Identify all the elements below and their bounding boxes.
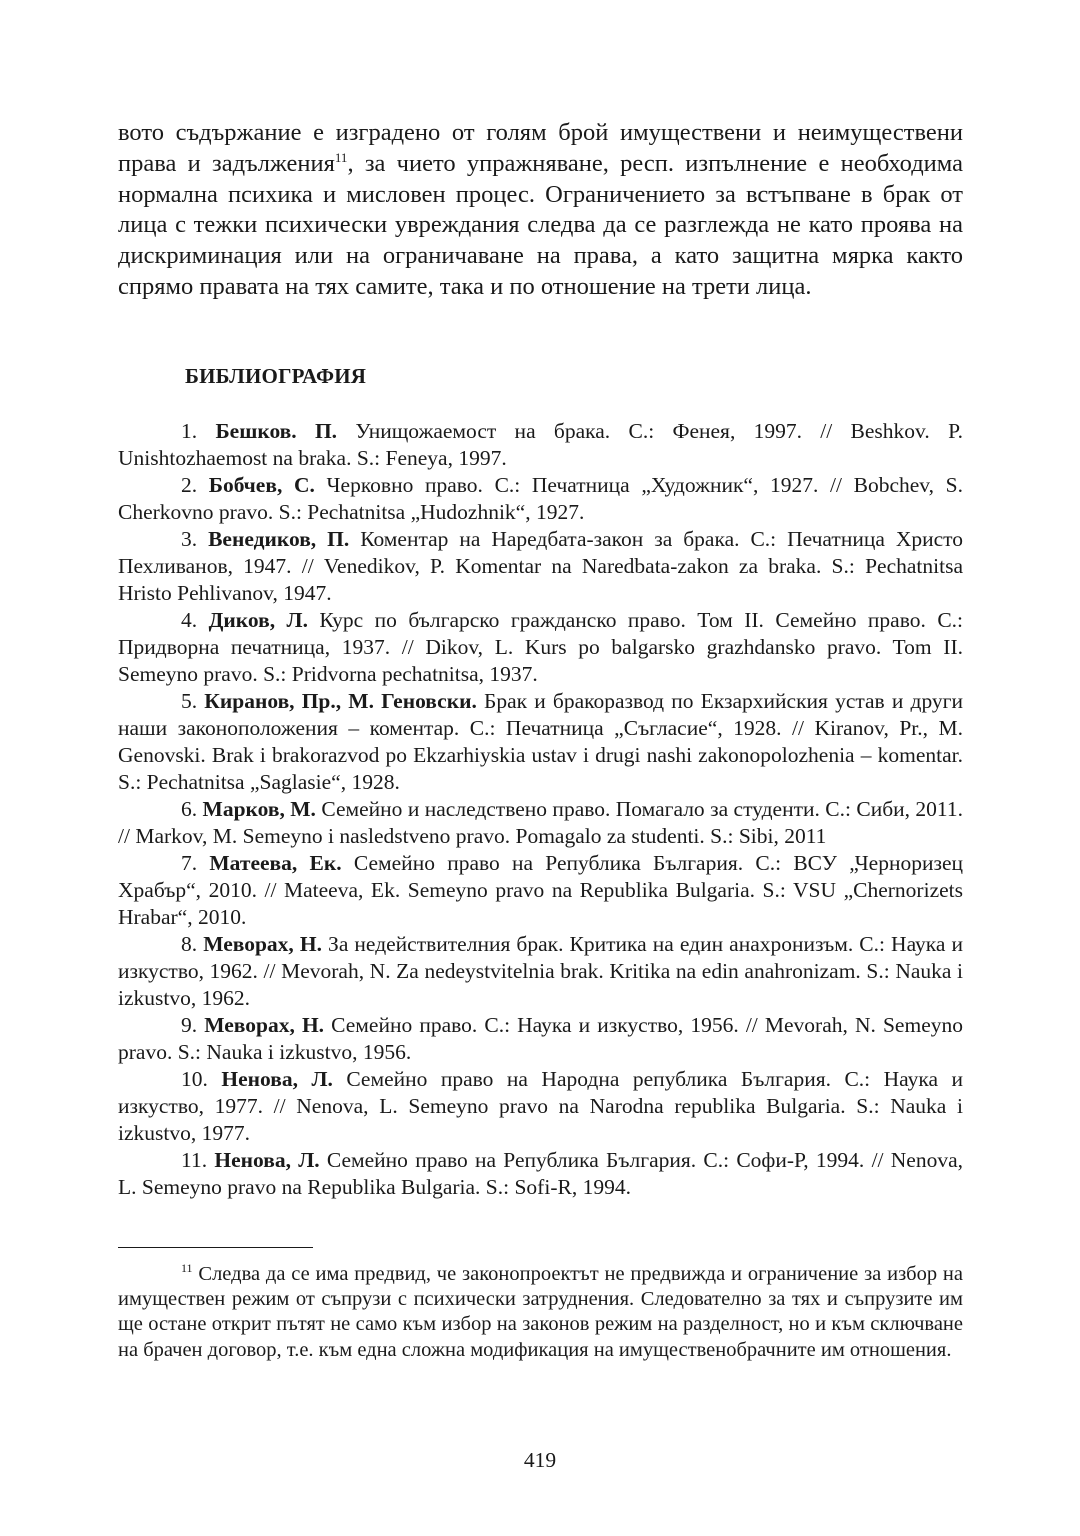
entry-author: Бобчев, С.: [208, 473, 315, 497]
bibliography-entry-11: [118, 1147, 963, 1201]
entry-author: Ненова, Л.: [214, 1148, 320, 1172]
entry-text: Семейно право на Република България. С.: ВСУ „Черноризец Храбър“, 2010. // Mateeva, Ek. Semeyno pravo na Republika Bulgaria. S.: VSU „Chernorizets Hrabar“, 2010.: [118, 851, 964, 929]
entry-author: Киранов, Пр., М. Геновски.: [204, 689, 477, 713]
entry-text: Семейно право на Република България. С.: Софи-Р, 1994. // Nenova, L. Semeyno pravo na Republika Bulgaria. S.: Sofi-R, 1994.: [118, 1148, 964, 1199]
bibliography-entry-10: [118, 1066, 963, 1147]
bibliography-entry-8: [118, 931, 963, 1012]
bibliography-entry-7: [118, 850, 963, 931]
bibliography-entry-3: [118, 526, 963, 607]
entry-text: Коментар на Наредбата-закон за брака. С.: Печатница Христо Пехливанов, 1947. // Venedikov, P. Komentar na Naredbata-zakon za braka. S.: Pechatnitsa Hristo Pehlivanov, 1947.: [118, 527, 964, 605]
footnote-reference[interactable]: 11: [334, 149, 348, 165]
footnote: [118, 1262, 963, 1363]
intro-text-start: вото съдържание е изградено от голям брой имуществени и неимуществени права и задължения: [118, 119, 963, 177]
entry-number: 8.: [181, 932, 198, 956]
entry-author: Меворах, Н.: [204, 1013, 325, 1037]
entry-number: 4.: [181, 608, 198, 632]
entry-text: За недействителния брак. Критика на един анахронизъм. С.: Наука и изкуство, 1962. // Mevorah, N. Za nedeystvitelnia brak. Kritika na edin anahronizam. S.: Nauka i izkustvo, 1962.: [118, 932, 964, 1010]
entry-author: Матеева, Ек.: [209, 851, 342, 875]
bibliography-list: [118, 418, 963, 1201]
bibliography-entry-6: [118, 796, 963, 850]
entry-number: 1.: [181, 419, 198, 443]
entry-text: Унищожаемост на брака. С.: Фенея, 1997. // Beshkov. P. Unishtozhaemost na braka. S.: Feneya, 1997.: [118, 419, 964, 470]
bibliography-entry-9: [118, 1012, 963, 1066]
entry-text: Семейно право на Народна република България. С.: Наука и изкуство, 1977. // Nenova, L. Semeyno pravo na Narodna republika Bulgaria. S.: Nauka i izkustvo, 1977.: [118, 1067, 963, 1145]
page-content: [118, 118, 964, 1199]
bibliography-entry-1: [118, 418, 963, 472]
entry-author: Ненова, Л.: [221, 1067, 333, 1091]
entry-author: Бешков. П.: [215, 419, 338, 443]
bibliography-heading: БИБЛИОГРАФИЯ: [185, 364, 367, 388]
footnote-text: Следва да се има предвид, че законопроектът не предвижда и ограничение за избор на имуществен режим от съпрузи с психически затруднения. Следователно за тях и съпрузите им ще остане открит пътят не само към избор на законов режим на разделност, но и към сключване на брачен договор, т.е. към една сложна модификация на имущественобрачните им отношения.: [118, 1263, 963, 1361]
bibliography-entry-2: [118, 472, 963, 526]
bibliography-entry-4: [118, 607, 963, 688]
entry-text: Черковно право. С.: Печатница „Художник“, 1927. // Bobchev, S. Cherkovno pravo. S.: Pechatnitsa „Hudozhnik“, 1927.: [118, 473, 963, 524]
entry-author: Меворах, Н.: [203, 932, 322, 956]
intro-paragraph: [118, 118, 963, 303]
entry-number: 6.: [181, 797, 198, 821]
entry-number: 5.: [181, 689, 198, 713]
entry-author: Марков, М.: [202, 797, 316, 821]
entry-text: Брак и бракоразвод по Екзархийския устав и други наши законоположения – коментар. С.: Печатница „Съгласие“, 1928. // Kiranov, Pr., M. Genovski. Brak i brakorazvod po Ekzarhiyskia ustav i drugi nashi zakonopolozhenia – komentar. S.: Pechatnitsa „Saglasie“, 1928.: [118, 689, 964, 794]
entry-text: Семейно право. С.: Наука и изкуство, 1956. // Mevorah, N. Semeyno pravo. S.: Nauka i izkustvo, 1956.: [118, 1013, 963, 1064]
bibliography-entry-5: [118, 688, 963, 796]
entry-number: 9.: [181, 1013, 198, 1037]
entry-author: Диков, Л.: [208, 608, 308, 632]
entry-text: Семейно и наследствено право. Помагало за студенти. С.: Сиби, 2011. // Markov, M. Semeyno i nasledstveno pravo. Pomagalo za studenti. S.: Sibi, 2011: [118, 797, 964, 848]
page-number: 419: [523, 1448, 557, 1472]
entry-author: Венедиков, П.: [208, 527, 350, 551]
entry-number: 11.: [181, 1148, 208, 1172]
footnote-marker: 11: [181, 1261, 193, 1276]
entry-text: Курс по българско гражданско право. Том II. Семейно право. С.: Придворна печатница, 1937. // Dikov, L. Kurs po balgarsko grazhdansko pravo. Tom II. Semeyno pravo. S.: Pridvorna pechatnitsa, 1937.: [118, 608, 964, 686]
entry-number: 2.: [181, 473, 198, 497]
intro-text-end: , за чието упражняване, респ. изпълнение е необходима нормална психика и мисловен процес. Ограничението за встъпване в брак от лица с тежки психически увреждания следва да се разглежда не като проява на дискриминация или на ограничаване на права, а като защитна мярка както спрямо правата на тях самите, така и по отношение на трети лица.: [118, 149, 964, 300]
footnote-separator: [118, 1247, 313, 1248]
entry-number: 7.: [181, 851, 198, 875]
entry-number: 3.: [181, 527, 198, 551]
entry-number: 10.: [181, 1067, 208, 1091]
